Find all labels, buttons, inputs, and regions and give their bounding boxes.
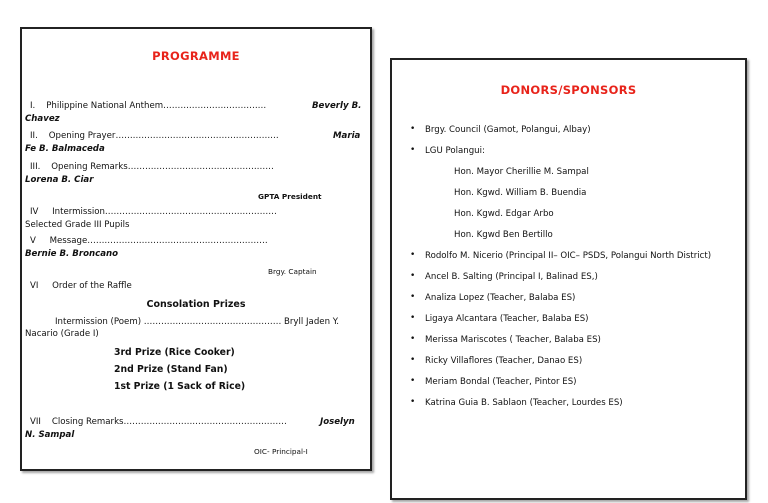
donor-item: Rodolfo M. Nicerio (Principal II– OIC– PSDS, Polangui North District) bbox=[425, 251, 712, 261]
bullet-icon: • bbox=[410, 250, 416, 260]
bullet-icon: • bbox=[410, 292, 416, 302]
donor-item: Katrina Guia B. Sablaon (Teacher, Lourdes ES) bbox=[425, 398, 623, 408]
bullet-icon: • bbox=[410, 271, 416, 281]
programme-person: Maria bbox=[333, 131, 361, 141]
programme-item: I. Philippine National Anthem……………………………… bbox=[30, 101, 267, 111]
programme-person: Nacario (Grade I) bbox=[25, 329, 99, 339]
donor-item: Brgy. Council (Gamot, Polangui, Albay) bbox=[425, 125, 591, 135]
donor-item: Meriam Bondal (Teacher, Pintor ES) bbox=[425, 377, 577, 387]
donor-item: Analiza Lopez (Teacher, Balaba ES) bbox=[425, 293, 576, 303]
bullet-icon: • bbox=[410, 376, 416, 386]
donor-subitem: Hon. Kgwd. William B. Buendia bbox=[454, 188, 587, 198]
bullet-icon: • bbox=[410, 145, 416, 155]
programme-role: OIC- Principal-I bbox=[254, 447, 308, 456]
donors-title: DONORS/SPONSORS bbox=[500, 83, 637, 97]
donors-page bbox=[390, 58, 747, 500]
programme-item: III. Opening Remarks…………………………………………… bbox=[30, 162, 274, 172]
bullet-icon: • bbox=[410, 334, 416, 344]
programme-person: Joselyn bbox=[320, 417, 355, 427]
donor-item: Ligaya Alcantara (Teacher, Balaba ES) bbox=[425, 314, 589, 324]
programme-page bbox=[20, 27, 372, 471]
bullet-icon: • bbox=[410, 313, 416, 323]
programme-person: Chavez bbox=[25, 114, 60, 124]
programme-person: Lorena B. Ciar bbox=[25, 175, 94, 185]
donor-item: Merissa Mariscotes ( Teacher, Balaba ES) bbox=[425, 335, 601, 345]
prize-item: 1st Prize (1 Sack of Rice) bbox=[114, 381, 246, 392]
donor-item: Ancel B. Salting (Principal I, Balinad ES,) bbox=[425, 272, 598, 282]
programme-item: IV Intermission…………………………………………………… bbox=[30, 207, 277, 217]
programme-role: GPTA President bbox=[258, 192, 322, 201]
programme-title: PROGRAMME bbox=[152, 49, 240, 63]
bullet-icon: • bbox=[410, 124, 416, 134]
consolation-prizes-heading: Consolation Prizes bbox=[146, 299, 246, 310]
donor-subitem: Hon. Mayor Cherillie M. Sampal bbox=[454, 167, 589, 177]
programme-item: VI Order of the Raffle bbox=[30, 281, 132, 291]
programme-person: Bernie B. Broncano bbox=[25, 249, 119, 259]
donor-subitem: Hon. Kgwd. Edgar Arbo bbox=[454, 209, 554, 219]
donor-item: LGU Polangui: bbox=[425, 146, 485, 156]
bullet-icon: • bbox=[410, 397, 416, 407]
programme-person: Selected Grade III Pupils bbox=[25, 220, 130, 230]
bullet-icon: • bbox=[410, 355, 416, 365]
programme-person: N. Sampal bbox=[25, 430, 75, 440]
donor-item: Ricky Villaflores (Teacher, Danao ES) bbox=[425, 356, 583, 366]
programme-item: Intermission (Poem) ………………………………………… bbox=[55, 317, 282, 327]
prize-item: 3rd Prize (Rice Cooker) bbox=[114, 347, 235, 358]
programme-role: Brgy. Captain bbox=[268, 267, 317, 276]
donor-subitem: Hon. Kgwd Ben Bertillo bbox=[454, 230, 553, 240]
programme-person: Fe B. Balmaceda bbox=[25, 144, 105, 154]
programme-person: Bryll Jaden Y. bbox=[284, 317, 339, 327]
programme-item: V Message……………………………………………………… bbox=[30, 236, 268, 246]
programme-item: II. Opening Prayer………………………………………………… bbox=[30, 131, 279, 141]
programme-item: VII Closing Remarks………………………………………………… bbox=[30, 417, 287, 427]
programme-person: Beverly B. bbox=[312, 101, 362, 111]
prize-item: 2nd Prize (Stand Fan) bbox=[114, 364, 228, 375]
